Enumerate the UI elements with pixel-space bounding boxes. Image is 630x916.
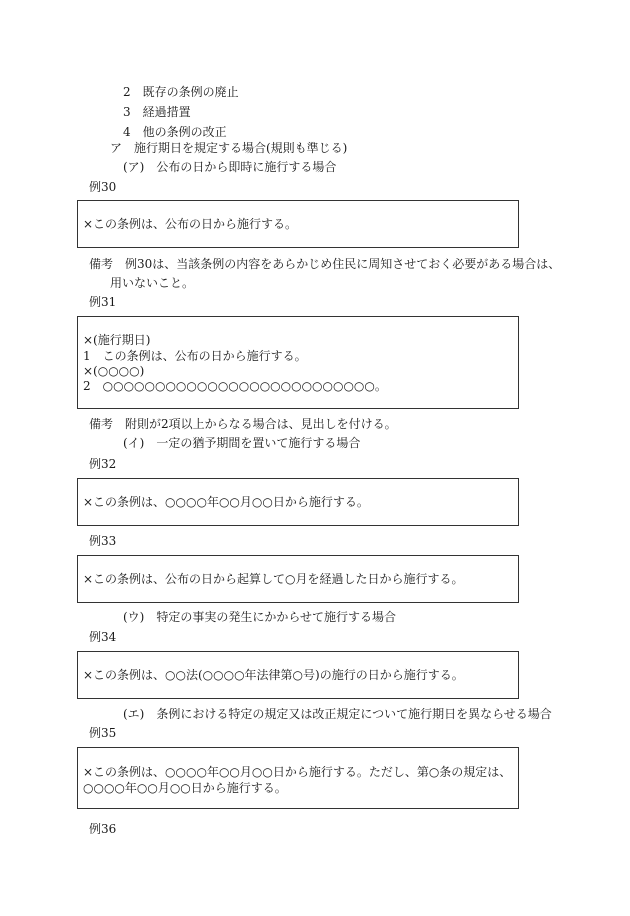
heading-a-4: (エ) 条例における特定の規定又は改正規定について施行期日を異ならせる場合 <box>123 707 552 721</box>
example-30-label: 例30 <box>89 180 117 194</box>
example-36-label: 例36 <box>89 822 117 836</box>
note-31: 備考 附則が2項以上からなる場合は、見出しを付ける。 <box>89 417 397 431</box>
heading-a-1: (ア) 公布の日から即時に施行する場合 <box>123 160 337 174</box>
example-35-line1: ×この条例は、○○○○年○○月○○日から施行する。ただし、第○条の規定は、 <box>83 765 512 779</box>
example-31-line4: 2 ○○○○○○○○○○○○○○○○○○○○○○○○○○。 <box>83 379 387 393</box>
example-32-box <box>77 478 519 526</box>
example-31-label: 例31 <box>89 295 117 309</box>
example-33-label: 例33 <box>89 534 117 548</box>
item-3-transitional: 3 経過措置 <box>123 105 191 119</box>
example-34-label: 例34 <box>89 630 117 644</box>
example-34-text: ×この条例は、○○法(○○○○年法律第○号)の施行の日から施行する。 <box>83 668 464 682</box>
heading-a-3: (ウ) 特定の事実の発生にかからせて施行する場合 <box>123 610 397 624</box>
example-32-text: ×この条例は、○○○○年○○月○○日から施行する。 <box>83 495 369 509</box>
note-30-line2: 用いないこと。 <box>110 276 195 290</box>
example-30-box <box>77 200 519 248</box>
example-34-box <box>77 651 519 699</box>
example-35-box <box>77 747 519 809</box>
example-31-line3: ×(○○○○) <box>83 364 145 378</box>
heading-a-2: (イ) 一定の猶予期間を置いて施行する場合 <box>123 436 361 450</box>
example-32-label: 例32 <box>89 457 117 471</box>
example-31-box <box>77 316 519 409</box>
example-35-label: 例35 <box>89 726 117 740</box>
example-35-line2: ○○○○年○○月○○日から施行する。 <box>83 781 287 795</box>
item-2-repeal: 2 既存の条例の廃止 <box>123 85 239 99</box>
example-33-box <box>77 555 519 603</box>
heading-a: ア 施行期日を規定する場合(規則も準じる) <box>110 141 348 155</box>
example-30-text: ×この条例は、公布の日から施行する。 <box>83 217 298 231</box>
example-31-line1: ×(施行期日) <box>83 333 151 347</box>
note-30-line1: 備考 例30は、当該条例の内容をあらかじめ住民に周知させておく必要がある場合は、 <box>89 257 561 271</box>
example-33-text: ×この条例は、公布の日から起算して○月を経過した日から施行する。 <box>83 572 464 586</box>
item-4-amendment: 4 他の条例の改正 <box>123 125 227 139</box>
example-31-line2: 1 この条例は、公布の日から施行する。 <box>83 349 307 363</box>
